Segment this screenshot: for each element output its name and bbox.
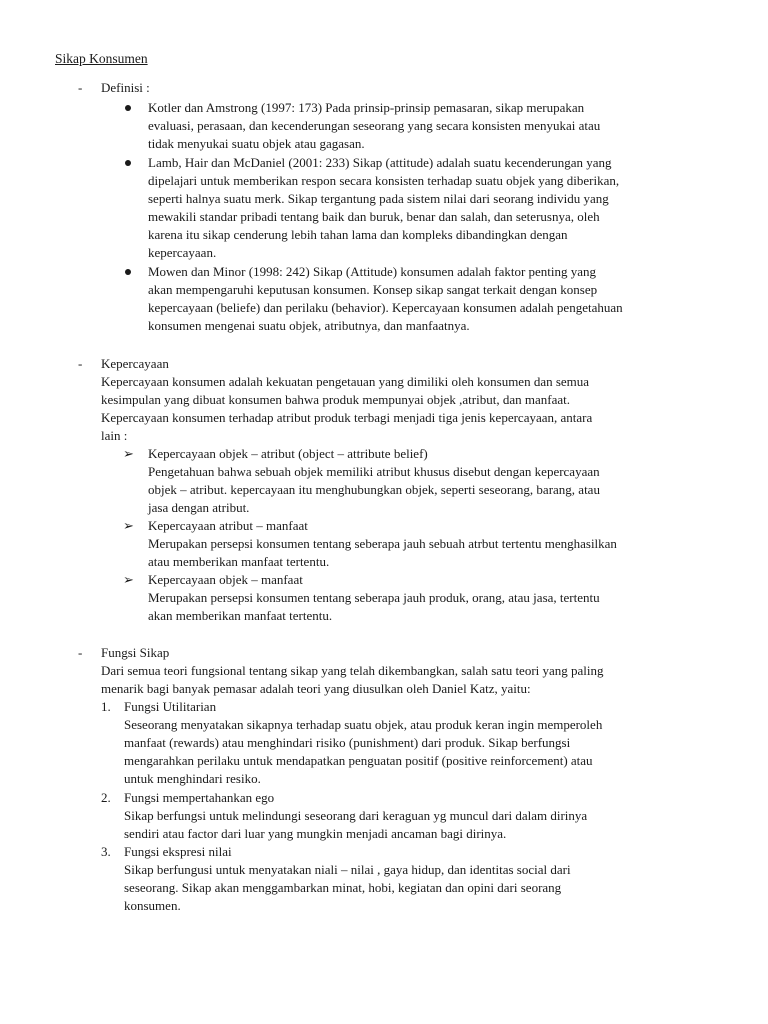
section-dash: - [78, 645, 83, 660]
item-text: Kepercayaan objek – manfaat Merupakan persepsi konsumen tentang seberapa jauh produk, orang, atau jasa, tertentu akan memberikan manfaat tertentu. [148, 572, 600, 623]
arrow-bullet-icon: ➢ [123, 518, 134, 533]
section-heading: Kepercayaan [101, 356, 169, 371]
section-intro: Dari semua teori fungsional tentang sikap yang telah dikembangkan, salah satu teori yang paling menarik bagi banyak pemasar adalah teori yang diusulkan oleh Daniel Katz, yaitu: [101, 663, 604, 696]
bullet-icon [125, 269, 131, 275]
item-text: Fungsi ekspresi nilai Sikap berfungusi untuk menyatakan niali – nilai , gaya hidup, dan identitas social dari seseorang. Sikap akan menggambarkan minat, hobi, kegiatan dan opini dari seorang konsumen. [124, 844, 571, 913]
item-number: 1. [101, 699, 111, 714]
section-heading: Fungsi Sikap [101, 645, 170, 660]
item-text: Lamb, Hair dan McDaniel (2001: 233) Sikap (attitude) adalah suatu kecenderungan yang dipelajari untuk memberikan respon secara konsisten terhadap suatu objek yang diberikan, seperti halnya suatu merk. Sikap tergantung pada sistem nilai dari seorang individu yang mewakili standar pribadi tentang baik dan buruk, benar dan salah, dan seterusnya, oleh karena itu sikap cenderung lebih tahan lama dan kompleks dibandingkan dengan kepercayaan. [148, 155, 620, 260]
item-text: Fungsi mempertahankan ego Sikap berfungsi untuk melindungi seseorang dari keraguan yg muncul dari dalam dirinya sendiri atau factor dari luar yang mungkin menjadi ancaman bagi dirinya. [124, 790, 588, 841]
item-number: 3. [101, 844, 111, 859]
section-dash: - [78, 80, 83, 95]
item-text: Kepercayaan atribut – manfaat Merupakan persepsi konsumen tentang seberapa jauh sebuah atrbut tertentu menghasilkan atau memberikan manfaat tertentu. [148, 518, 617, 569]
arrow-bullet-icon: ➢ [123, 572, 134, 587]
section-dash: - [78, 356, 83, 371]
arrow-bullet-icon: ➢ [123, 446, 134, 461]
item-text: Kotler dan Amstrong (1997: 173) Pada prinsip-prinsip pemasaran, sikap merupakan evaluasi, perasaan, dan kecenderungan seseorang yang secara konsisten menyukai atau tidak menyukai suatu objek atau gagasan. [148, 100, 601, 151]
section-intro: Kepercayaan konsumen adalah kekuatan pengetauan yang dimiliki oleh konsumen dan semua kesimpulan yang dibuat konsumen bahwa produk mempunyai objek ,atribut, dan manfaat. Kepercayaan konsumen terhadap atribut produk terbagi menjadi tiga jenis kepercayaan, antara lain : [101, 374, 593, 443]
item-text: Mowen dan Minor (1998: 242) Sikap (Attitude) konsumen adalah faktor penting yang akan mempengaruhi keputusan konsumen. Konsep sikap sangat terkait dengan konsep kepercayaan (beliefe) dan perilaku (behavior). Kepercayaan konsumen adalah pengetahuan konsumen mengenai suatu objek, atributnya, dan manfaatnya. [148, 264, 623, 333]
bullet-icon [125, 105, 131, 111]
document-title: Sikap Konsumen [55, 51, 148, 66]
bullet-icon [125, 160, 131, 166]
item-text: Kepercayaan objek – atribut (object – attribute belief) Pengetahuan bahwa sebuah objek memiliki atribut khusus disebut dengan kepercayaan objek – atribut. kepercayaan itu menghubungkan objek, seperti seseorang, barang, atau jasa dengan atribut. [148, 446, 600, 515]
item-number: 2. [101, 790, 111, 805]
item-text: Fungsi Utilitarian Seseorang menyatakan sikapnya terhadap suatu objek, atau produk keran ingin memperoleh manfaat (rewards) atau menghindari risiko (punishment) dari produk. Sikap berfungsi mengarahkan perilaku untuk mendapatkan penguatan positif (positive reinforcement) atau untuk menghindari resiko. [124, 699, 603, 786]
section-heading: Definisi : [101, 80, 150, 95]
